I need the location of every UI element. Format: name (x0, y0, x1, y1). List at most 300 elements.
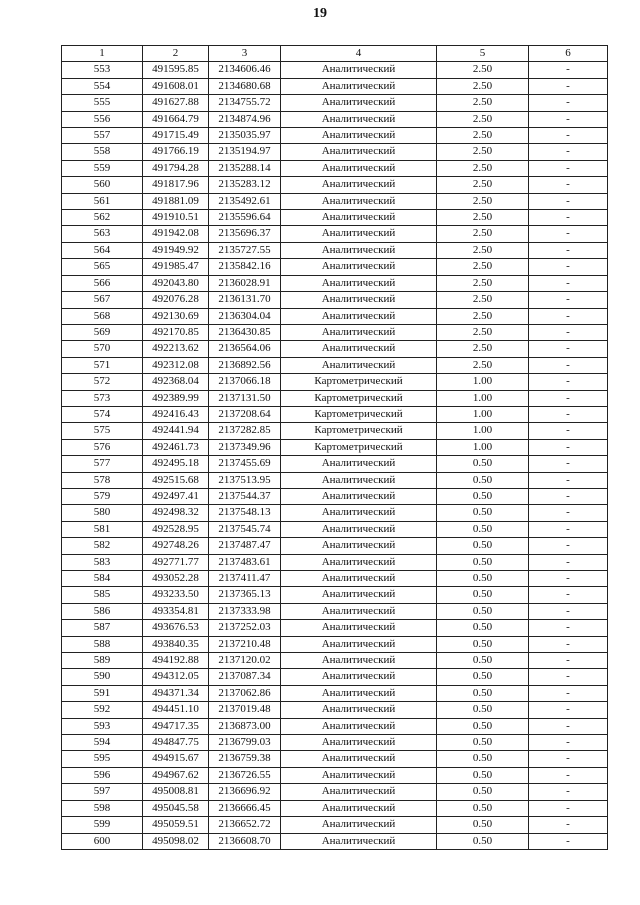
note-cell: - (529, 784, 608, 800)
table-row (62, 456, 608, 472)
accuracy-cell: 2.50 (437, 357, 529, 373)
accuracy-cell: 0.50 (437, 554, 529, 570)
note-cell: - (529, 160, 608, 176)
column-header: 5 (437, 46, 529, 62)
note-cell: - (529, 62, 608, 78)
point-number-cell: 573 (62, 390, 143, 406)
point-number-cell: 575 (62, 423, 143, 439)
point-number-cell: 572 (62, 374, 143, 390)
method-cell: Аналитический (281, 177, 437, 193)
table-row (62, 324, 608, 340)
accuracy-cell: 0.50 (437, 702, 529, 718)
method-cell: Аналитический (281, 472, 437, 488)
y-coordinate-cell: 2137208.64 (209, 406, 281, 422)
y-coordinate-cell: 2134755.72 (209, 95, 281, 111)
point-number-cell: 569 (62, 324, 143, 340)
y-coordinate-cell: 2135035.97 (209, 128, 281, 144)
table-row (62, 488, 608, 504)
point-number-cell: 567 (62, 292, 143, 308)
point-number-cell: 595 (62, 751, 143, 767)
accuracy-cell: 0.50 (437, 603, 529, 619)
point-number-cell: 600 (62, 833, 143, 849)
method-cell: Аналитический (281, 128, 437, 144)
note-cell: - (529, 324, 608, 340)
x-coordinate-cell: 493840.35 (143, 636, 209, 652)
table-row (62, 751, 608, 767)
y-coordinate-cell: 2136304.04 (209, 308, 281, 324)
accuracy-cell: 0.50 (437, 653, 529, 669)
note-cell: - (529, 374, 608, 390)
method-cell: Аналитический (281, 538, 437, 554)
method-cell: Аналитический (281, 603, 437, 619)
accuracy-cell: 1.00 (437, 423, 529, 439)
accuracy-cell: 2.50 (437, 177, 529, 193)
table-row (62, 669, 608, 685)
method-cell: Аналитический (281, 78, 437, 94)
y-coordinate-cell: 2136131.70 (209, 292, 281, 308)
note-cell: - (529, 751, 608, 767)
point-number-cell: 583 (62, 554, 143, 570)
x-coordinate-cell: 492515.68 (143, 472, 209, 488)
accuracy-cell: 2.50 (437, 128, 529, 144)
table-row (62, 538, 608, 554)
method-cell: Аналитический (281, 620, 437, 636)
accuracy-cell: 0.50 (437, 735, 529, 751)
accuracy-cell: 0.50 (437, 488, 529, 504)
y-coordinate-cell: 2137131.50 (209, 390, 281, 406)
accuracy-cell: 2.50 (437, 341, 529, 357)
method-cell: Картометрический (281, 439, 437, 455)
accuracy-cell: 0.50 (437, 521, 529, 537)
table-row (62, 406, 608, 422)
accuracy-cell: 0.50 (437, 571, 529, 587)
method-cell: Аналитический (281, 160, 437, 176)
accuracy-cell: 0.50 (437, 587, 529, 603)
note-cell: - (529, 439, 608, 455)
point-number-cell: 596 (62, 767, 143, 783)
y-coordinate-cell: 2137544.37 (209, 488, 281, 504)
x-coordinate-cell: 495059.51 (143, 817, 209, 833)
x-coordinate-cell: 491942.08 (143, 226, 209, 242)
method-cell: Аналитический (281, 767, 437, 783)
table-row (62, 374, 608, 390)
x-coordinate-cell: 492461.73 (143, 439, 209, 455)
point-number-cell: 560 (62, 177, 143, 193)
y-coordinate-cell: 2137019.48 (209, 702, 281, 718)
y-coordinate-cell: 2137120.02 (209, 653, 281, 669)
x-coordinate-cell: 491985.47 (143, 259, 209, 275)
accuracy-cell: 2.50 (437, 324, 529, 340)
method-cell: Аналитический (281, 735, 437, 751)
point-number-cell: 586 (62, 603, 143, 619)
accuracy-cell: 2.50 (437, 160, 529, 176)
method-cell: Аналитический (281, 636, 437, 652)
point-number-cell: 577 (62, 456, 143, 472)
point-number-cell: 589 (62, 653, 143, 669)
y-coordinate-cell: 2136430.85 (209, 324, 281, 340)
note-cell: - (529, 702, 608, 718)
accuracy-cell: 1.00 (437, 439, 529, 455)
note-cell: - (529, 226, 608, 242)
note-cell: - (529, 472, 608, 488)
table-row (62, 95, 608, 111)
table-row (62, 784, 608, 800)
table-row (62, 275, 608, 291)
page-number: 19 (313, 6, 327, 21)
method-cell: Аналитический (281, 571, 437, 587)
accuracy-cell: 0.50 (437, 505, 529, 521)
point-number-cell: 599 (62, 817, 143, 833)
method-cell: Картометрический (281, 406, 437, 422)
x-coordinate-cell: 492416.43 (143, 406, 209, 422)
method-cell: Аналитический (281, 226, 437, 242)
note-cell: - (529, 128, 608, 144)
note-cell: - (529, 177, 608, 193)
accuracy-cell: 0.50 (437, 833, 529, 849)
point-number-cell: 553 (62, 62, 143, 78)
note-cell: - (529, 554, 608, 570)
accuracy-cell: 1.00 (437, 374, 529, 390)
y-coordinate-cell: 2136759.38 (209, 751, 281, 767)
method-cell: Аналитический (281, 653, 437, 669)
y-coordinate-cell: 2137365.13 (209, 587, 281, 603)
x-coordinate-cell: 493676.53 (143, 620, 209, 636)
accuracy-cell: 2.50 (437, 78, 529, 94)
y-coordinate-cell: 2137252.03 (209, 620, 281, 636)
y-coordinate-cell: 2135288.14 (209, 160, 281, 176)
method-cell: Картометрический (281, 423, 437, 439)
point-number-cell: 559 (62, 160, 143, 176)
method-cell: Аналитический (281, 833, 437, 849)
method-cell: Аналитический (281, 259, 437, 275)
accuracy-cell: 1.00 (437, 390, 529, 406)
method-cell: Аналитический (281, 554, 437, 570)
point-number-cell: 593 (62, 718, 143, 734)
x-coordinate-cell: 494312.05 (143, 669, 209, 685)
x-coordinate-cell: 491817.96 (143, 177, 209, 193)
table-row (62, 472, 608, 488)
method-cell: Картометрический (281, 374, 437, 390)
accuracy-cell: 0.50 (437, 472, 529, 488)
x-coordinate-cell: 495045.58 (143, 800, 209, 816)
coordinates-table (61, 45, 608, 850)
y-coordinate-cell: 2137210.48 (209, 636, 281, 652)
x-coordinate-cell: 491608.01 (143, 78, 209, 94)
x-coordinate-cell: 491949.92 (143, 242, 209, 258)
note-cell: - (529, 275, 608, 291)
table-row (62, 423, 608, 439)
point-number-cell: 555 (62, 95, 143, 111)
table-row (62, 242, 608, 258)
point-number-cell: 570 (62, 341, 143, 357)
point-number-cell: 561 (62, 193, 143, 209)
method-cell: Аналитический (281, 357, 437, 373)
point-number-cell: 598 (62, 800, 143, 816)
y-coordinate-cell: 2137513.95 (209, 472, 281, 488)
method-cell: Аналитический (281, 341, 437, 357)
x-coordinate-cell: 492130.69 (143, 308, 209, 324)
y-coordinate-cell: 2134606.46 (209, 62, 281, 78)
accuracy-cell: 1.00 (437, 406, 529, 422)
accuracy-cell: 2.50 (437, 95, 529, 111)
x-coordinate-cell: 494915.67 (143, 751, 209, 767)
accuracy-cell: 2.50 (437, 144, 529, 160)
point-number-cell: 558 (62, 144, 143, 160)
table-row (62, 111, 608, 127)
x-coordinate-cell: 492497.41 (143, 488, 209, 504)
note-cell: - (529, 111, 608, 127)
y-coordinate-cell: 2136652.72 (209, 817, 281, 833)
y-coordinate-cell: 2135194.97 (209, 144, 281, 160)
table-row (62, 653, 608, 669)
x-coordinate-cell: 492498.32 (143, 505, 209, 521)
method-cell: Аналитический (281, 702, 437, 718)
table-row (62, 160, 608, 176)
note-cell: - (529, 521, 608, 537)
note-cell: - (529, 587, 608, 603)
note-cell: - (529, 833, 608, 849)
x-coordinate-cell: 491715.49 (143, 128, 209, 144)
method-cell: Аналитический (281, 505, 437, 521)
point-number-cell: 588 (62, 636, 143, 652)
x-coordinate-cell: 494192.88 (143, 653, 209, 669)
y-coordinate-cell: 2137455.69 (209, 456, 281, 472)
point-number-cell: 571 (62, 357, 143, 373)
x-coordinate-cell: 494967.62 (143, 767, 209, 783)
y-coordinate-cell: 2137087.34 (209, 669, 281, 685)
note-cell: - (529, 390, 608, 406)
note-cell: - (529, 718, 608, 734)
x-coordinate-cell: 492441.94 (143, 423, 209, 439)
table-row (62, 571, 608, 587)
method-cell: Аналитический (281, 817, 437, 833)
note-cell: - (529, 735, 608, 751)
x-coordinate-cell: 494371.34 (143, 685, 209, 701)
x-coordinate-cell: 491664.79 (143, 111, 209, 127)
point-number-cell: 597 (62, 784, 143, 800)
table-row (62, 390, 608, 406)
table-row (62, 357, 608, 373)
table-row (62, 521, 608, 537)
table-row (62, 817, 608, 833)
y-coordinate-cell: 2137282.85 (209, 423, 281, 439)
y-coordinate-cell: 2137066.18 (209, 374, 281, 390)
accuracy-cell: 2.50 (437, 111, 529, 127)
x-coordinate-cell: 491627.88 (143, 95, 209, 111)
method-cell: Аналитический (281, 456, 437, 472)
accuracy-cell: 2.50 (437, 226, 529, 242)
y-coordinate-cell: 2137062.86 (209, 685, 281, 701)
table-body (62, 62, 608, 850)
point-number-cell: 584 (62, 571, 143, 587)
note-cell: - (529, 406, 608, 422)
accuracy-cell: 0.50 (437, 817, 529, 833)
y-coordinate-cell: 2136892.56 (209, 357, 281, 373)
note-cell: - (529, 538, 608, 554)
y-coordinate-cell: 2137349.96 (209, 439, 281, 455)
x-coordinate-cell: 491881.09 (143, 193, 209, 209)
accuracy-cell: 0.50 (437, 620, 529, 636)
point-number-cell: 557 (62, 128, 143, 144)
accuracy-cell: 2.50 (437, 210, 529, 226)
x-coordinate-cell: 491766.19 (143, 144, 209, 160)
table-row (62, 735, 608, 751)
y-coordinate-cell: 2134874.96 (209, 111, 281, 127)
column-header: 3 (209, 46, 281, 62)
table-row (62, 685, 608, 701)
note-cell: - (529, 669, 608, 685)
x-coordinate-cell: 493354.81 (143, 603, 209, 619)
y-coordinate-cell: 2136726.55 (209, 767, 281, 783)
method-cell: Аналитический (281, 488, 437, 504)
note-cell: - (529, 210, 608, 226)
point-number-cell: 591 (62, 685, 143, 701)
note-cell: - (529, 685, 608, 701)
method-cell: Аналитический (281, 718, 437, 734)
note-cell: - (529, 193, 608, 209)
y-coordinate-cell: 2134680.68 (209, 78, 281, 94)
accuracy-cell: 2.50 (437, 308, 529, 324)
y-coordinate-cell: 2135283.12 (209, 177, 281, 193)
accuracy-cell: 0.50 (437, 718, 529, 734)
method-cell: Аналитический (281, 242, 437, 258)
note-cell: - (529, 653, 608, 669)
point-number-cell: 592 (62, 702, 143, 718)
accuracy-cell: 0.50 (437, 685, 529, 701)
y-coordinate-cell: 2137545.74 (209, 521, 281, 537)
point-number-cell: 581 (62, 521, 143, 537)
column-header: 1 (62, 46, 143, 62)
x-coordinate-cell: 492076.28 (143, 292, 209, 308)
accuracy-cell: 2.50 (437, 259, 529, 275)
point-number-cell: 582 (62, 538, 143, 554)
y-coordinate-cell: 2135696.37 (209, 226, 281, 242)
accuracy-cell: 2.50 (437, 193, 529, 209)
accuracy-cell: 0.50 (437, 800, 529, 816)
accuracy-cell: 0.50 (437, 784, 529, 800)
method-cell: Аналитический (281, 308, 437, 324)
table-row (62, 554, 608, 570)
y-coordinate-cell: 2137483.61 (209, 554, 281, 570)
y-coordinate-cell: 2137411.47 (209, 571, 281, 587)
method-cell: Картометрический (281, 390, 437, 406)
point-number-cell: 585 (62, 587, 143, 603)
column-header: 4 (281, 46, 437, 62)
y-coordinate-cell: 2135492.61 (209, 193, 281, 209)
point-number-cell: 576 (62, 439, 143, 455)
accuracy-cell: 2.50 (437, 62, 529, 78)
x-coordinate-cell: 492043.80 (143, 275, 209, 291)
point-number-cell: 590 (62, 669, 143, 685)
method-cell: Аналитический (281, 210, 437, 226)
accuracy-cell: 0.50 (437, 456, 529, 472)
note-cell: - (529, 505, 608, 521)
table-row (62, 193, 608, 209)
y-coordinate-cell: 2136564.06 (209, 341, 281, 357)
note-cell: - (529, 259, 608, 275)
note-cell: - (529, 636, 608, 652)
table-row (62, 144, 608, 160)
x-coordinate-cell: 491910.51 (143, 210, 209, 226)
note-cell: - (529, 488, 608, 504)
table-row (62, 603, 608, 619)
x-coordinate-cell: 492389.99 (143, 390, 209, 406)
point-number-cell: 587 (62, 620, 143, 636)
table-row (62, 620, 608, 636)
x-coordinate-cell: 492368.04 (143, 374, 209, 390)
method-cell: Аналитический (281, 521, 437, 537)
method-cell: Аналитический (281, 751, 437, 767)
table-row (62, 292, 608, 308)
method-cell: Аналитический (281, 193, 437, 209)
note-cell: - (529, 620, 608, 636)
table-row (62, 341, 608, 357)
note-cell: - (529, 423, 608, 439)
note-cell: - (529, 292, 608, 308)
method-cell: Аналитический (281, 784, 437, 800)
x-coordinate-cell: 491595.85 (143, 62, 209, 78)
x-coordinate-cell: 492213.62 (143, 341, 209, 357)
point-number-cell: 579 (62, 488, 143, 504)
y-coordinate-cell: 2137333.98 (209, 603, 281, 619)
table-row (62, 210, 608, 226)
note-cell: - (529, 571, 608, 587)
method-cell: Аналитический (281, 685, 437, 701)
table-header-row (62, 46, 608, 62)
accuracy-cell: 2.50 (437, 275, 529, 291)
x-coordinate-cell: 494451.10 (143, 702, 209, 718)
y-coordinate-cell: 2136608.70 (209, 833, 281, 849)
accuracy-cell: 2.50 (437, 242, 529, 258)
note-cell: - (529, 767, 608, 783)
table-row (62, 62, 608, 78)
note-cell: - (529, 357, 608, 373)
method-cell: Аналитический (281, 144, 437, 160)
x-coordinate-cell: 492170.85 (143, 324, 209, 340)
table-row (62, 439, 608, 455)
table-row (62, 128, 608, 144)
method-cell: Аналитический (281, 111, 437, 127)
method-cell: Аналитический (281, 292, 437, 308)
point-number-cell: 566 (62, 275, 143, 291)
point-number-cell: 594 (62, 735, 143, 751)
y-coordinate-cell: 2137548.13 (209, 505, 281, 521)
x-coordinate-cell: 492771.77 (143, 554, 209, 570)
table-row (62, 177, 608, 193)
note-cell: - (529, 817, 608, 833)
point-number-cell: 562 (62, 210, 143, 226)
point-number-cell: 564 (62, 242, 143, 258)
note-cell: - (529, 308, 608, 324)
y-coordinate-cell: 2135596.64 (209, 210, 281, 226)
point-number-cell: 578 (62, 472, 143, 488)
accuracy-cell: 0.50 (437, 669, 529, 685)
x-coordinate-cell: 491794.28 (143, 160, 209, 176)
point-number-cell: 574 (62, 406, 143, 422)
y-coordinate-cell: 2137487.47 (209, 538, 281, 554)
table-row (62, 702, 608, 718)
point-number-cell: 580 (62, 505, 143, 521)
point-number-cell: 554 (62, 78, 143, 94)
x-coordinate-cell: 495008.81 (143, 784, 209, 800)
method-cell: Аналитический (281, 95, 437, 111)
note-cell: - (529, 341, 608, 357)
table-row (62, 767, 608, 783)
method-cell: Аналитический (281, 275, 437, 291)
accuracy-cell: 0.50 (437, 636, 529, 652)
table-row (62, 259, 608, 275)
x-coordinate-cell: 492495.18 (143, 456, 209, 472)
